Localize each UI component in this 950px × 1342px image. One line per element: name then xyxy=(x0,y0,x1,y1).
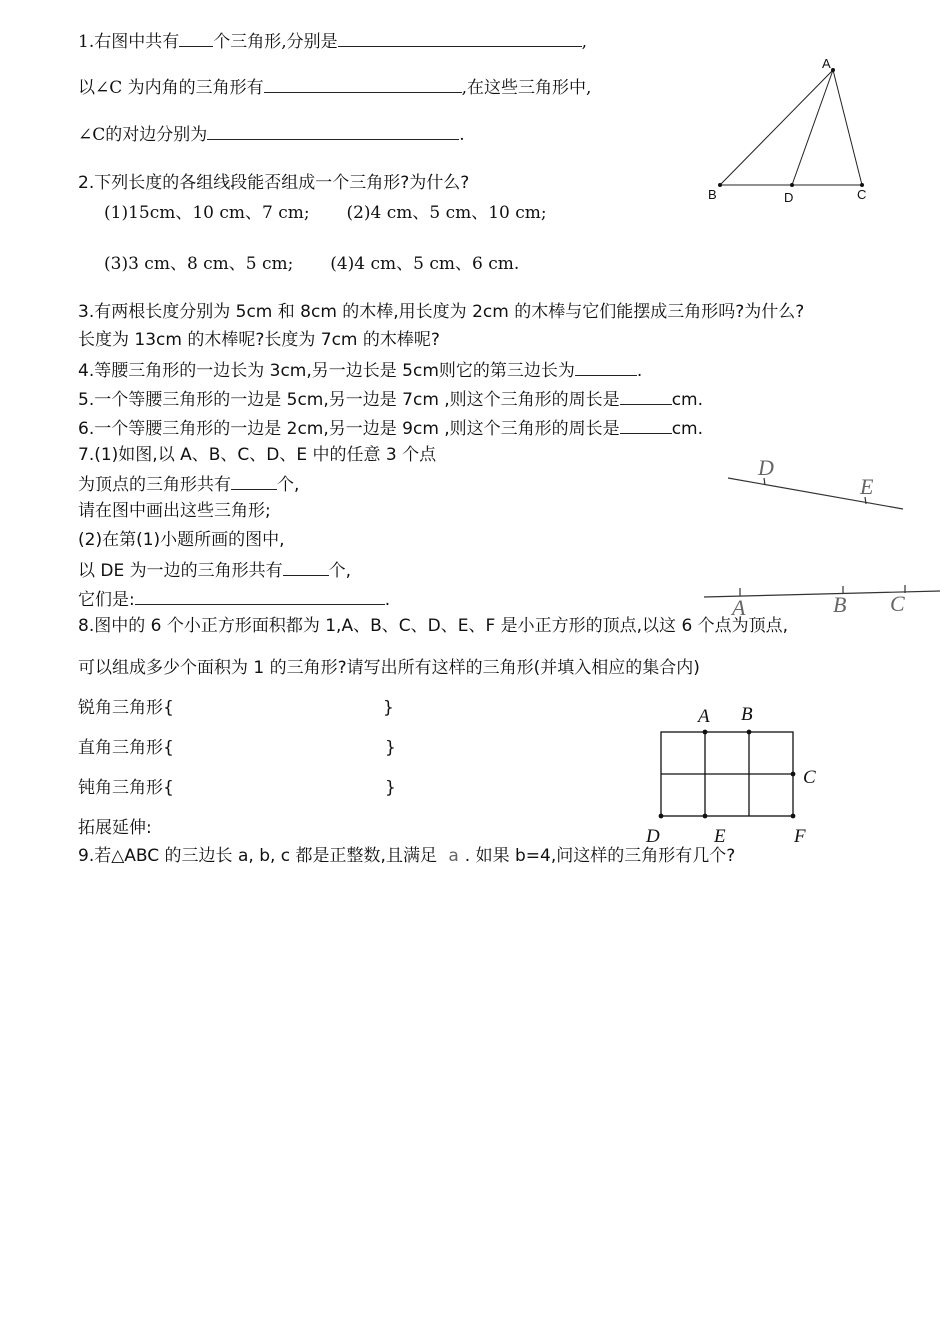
q7-line2 xyxy=(78,471,299,497)
q8-acute-row xyxy=(78,696,394,720)
label-a3: A xyxy=(698,706,710,727)
label-d: D xyxy=(784,190,794,205)
q2-group-2: (2)4 cm、5 cm、10 cm; xyxy=(346,203,547,223)
q4-answer-blank[interactable] xyxy=(575,357,637,376)
q1-line2 xyxy=(78,74,591,100)
q8-line1: 8.图中的 6 个小正方形面积都为 1,A、B、C、D、E、F 是小正方形的顶点,以这 6 个点为顶点, xyxy=(78,616,789,636)
q7-line6-text: 它们是: xyxy=(78,590,135,610)
q9-formula-symbol: a xyxy=(448,846,459,866)
q1-list-blank[interactable] xyxy=(338,28,582,47)
line-de xyxy=(728,478,903,509)
q9-text-a: 9.若△ABC 的三边长 a, b, c 都是正整数,且满足 xyxy=(78,846,437,866)
q1-line3-text-a: ∠C的对边分别为 xyxy=(78,125,208,145)
q7-line2-text: 为顶点的三角形共有 xyxy=(78,475,231,495)
point-e3 xyxy=(703,814,708,819)
q1-line2-text-b: ,在这些三角形中, xyxy=(461,78,592,98)
q2-row2 xyxy=(104,252,519,276)
point-c3 xyxy=(791,772,796,777)
segment-ab xyxy=(720,70,833,185)
q5-text: 5.一个等腰三角形的一边是 5cm,另一边是 7cm ,则这个三角形的周长是 xyxy=(78,390,620,410)
label-e3: E xyxy=(714,826,726,847)
q8-line2: 可以组成多少个面积为 1 的三角形?请写出所有这样的三角形(并填入相应的集合内) xyxy=(78,658,700,678)
figure-lines xyxy=(700,450,945,620)
q7-line5-text: 以 DE 为一边的三角形共有 xyxy=(78,561,283,581)
q7-line5-end: 个, xyxy=(328,561,352,581)
q1-opposite-blank[interactable] xyxy=(207,121,459,140)
q7-line6-end: . xyxy=(384,590,391,610)
q6-text: 6.一个等腰三角形的一边是 2cm,另一边是 9cm ,则这个三角形的周长是 xyxy=(78,419,620,439)
q7-line3: 请在图中画出这些三角形; xyxy=(78,501,271,521)
q3-line1: 3.有两根长度分别为 5cm 和 8cm 的木棒,用长度为 2cm 的木棒与它们能摆成三角形吗?为什么? xyxy=(78,302,805,322)
q7-line5 xyxy=(78,557,351,583)
q1-count-blank[interactable] xyxy=(179,28,213,47)
obtuse-label: 钝角三角形{ xyxy=(78,778,174,798)
q5-end: cm. xyxy=(671,390,703,410)
q3-line2: 长度为 13cm 的木棒呢?长度为 7cm 的木棒呢? xyxy=(78,330,440,350)
q1-line2-text-a: 以∠C 为内角的三角形有 xyxy=(78,78,264,98)
segment-ad xyxy=(792,70,833,185)
point-d3 xyxy=(659,814,664,819)
label-b: B xyxy=(708,187,717,202)
label-e2: E xyxy=(860,474,874,499)
q7-de-count-blank[interactable] xyxy=(283,557,329,576)
obtuse-close: } xyxy=(385,778,396,798)
acute-close: } xyxy=(383,698,394,718)
q1-line3 xyxy=(78,121,465,147)
q8-obtuse-row xyxy=(78,776,396,800)
label-d3: D xyxy=(646,826,660,847)
label-a: A xyxy=(822,56,831,71)
point-d xyxy=(790,183,794,187)
q7-line2-end: 个, xyxy=(277,475,300,495)
figure-triangle xyxy=(700,55,880,210)
q5 xyxy=(78,386,703,412)
point-b3 xyxy=(747,730,752,735)
q2-group-1: (1)15cm、10 cm、7 cm; xyxy=(104,203,310,223)
q2-title: 2.下列长度的各组线段能否组成一个三角形?为什么? xyxy=(78,173,470,193)
figure-grid xyxy=(640,700,830,850)
label-d2: D xyxy=(758,455,774,480)
q4 xyxy=(78,357,642,383)
label-c3: C xyxy=(803,767,816,788)
q7-line4: (2)在第(1)小题所画的图中, xyxy=(78,530,285,550)
q7-list-blank[interactable] xyxy=(135,586,385,605)
right-close: } xyxy=(385,738,396,758)
q1-line1 xyxy=(78,28,587,54)
q1-text-c: , xyxy=(581,32,588,52)
q1-text-a: 1.右图中共有 xyxy=(78,32,180,52)
q6-end: cm. xyxy=(671,419,703,439)
q9 xyxy=(78,844,735,868)
q6-answer-blank[interactable] xyxy=(620,415,672,434)
q7-line1: 7.(1)如图,以 A、B、C、D、E 中的任意 3 个点 xyxy=(78,445,437,465)
q1-line3-text-b: . xyxy=(459,125,465,145)
label-b3: B xyxy=(741,704,753,725)
q4-text: 4.等腰三角形的一边长为 3cm,另一边长是 5cm则它的第三边长为 xyxy=(78,361,575,381)
q7-count-blank[interactable] xyxy=(231,471,277,490)
label-a2: A xyxy=(732,595,746,620)
label-b2: B xyxy=(833,592,847,617)
q5-answer-blank[interactable] xyxy=(620,386,672,405)
point-f3 xyxy=(791,814,796,819)
acute-label: 锐角三角形{ xyxy=(78,698,174,718)
segment-ac xyxy=(833,70,862,185)
label-c: C xyxy=(857,187,867,202)
q1-angle-c-blank[interactable] xyxy=(264,74,462,93)
q1-text-b: 个三角形,分别是 xyxy=(213,32,338,52)
q2-group-3: (3)3 cm、8 cm、5 cm; xyxy=(104,254,294,274)
point-a3 xyxy=(703,730,708,735)
extension-title: 拓展延伸: xyxy=(78,818,152,838)
point-a xyxy=(831,68,835,72)
q2-group-4: (4)4 cm、5 cm、6 cm. xyxy=(330,254,520,274)
q9-text-b: . 如果 b=4,问这样的三角形有几个? xyxy=(464,846,736,866)
label-c2: C xyxy=(890,591,905,616)
point-b xyxy=(718,183,722,187)
q7-line6 xyxy=(78,586,390,612)
label-f3: F xyxy=(794,826,806,847)
q6 xyxy=(78,415,703,441)
right-label: 直角三角形{ xyxy=(78,738,174,758)
q4-end: . xyxy=(636,361,643,381)
q8-right-row xyxy=(78,736,396,760)
q2-row1 xyxy=(104,201,547,225)
